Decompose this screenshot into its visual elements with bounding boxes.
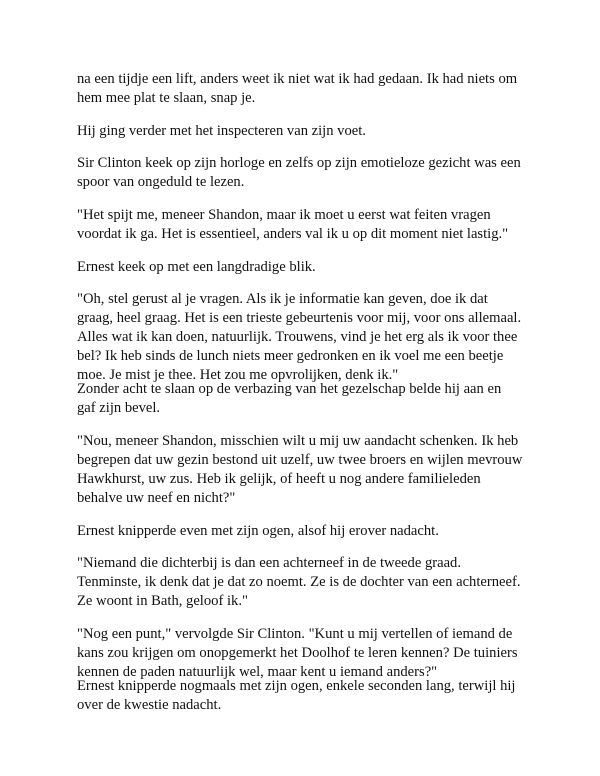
paragraph-8: "Nou, meneer Shandon, misschien wilt u mij uw aandacht schenken. Ik heb begrepen dat uw gezin bestond uit uzelf, uw twee broers en wijlen mevrouw Hawkhurst, uw zus. Heb ik gelijk, of heeft u nog andere familieleden behalve uw neef en nicht?" bbox=[77, 433, 523, 506]
paragraph-12: Ernest knipperde nogmaals met zijn ogen, enkele seconden lang, terwijl hij over de kwestie nadacht. bbox=[77, 678, 516, 713]
paragraph-4: "Het spijt me, meneer Shandon, maar ik moet u eerst wat feiten vragen voordat ik ga. Het is essentieel, anders val ik u op dit moment niet lastig." bbox=[77, 207, 509, 242]
paragraph-5: Ernest keek op met een langdradige blik. bbox=[77, 259, 316, 275]
paragraph-1: na een tijdje een lift, anders weet ik niet wat ik had gedaan. Ik had niets om hem mee plat te slaan, snap je. bbox=[77, 71, 518, 106]
paragraph-10: "Niemand die dichterbij is dan een achterneef in de tweede graad. Tenminste, ik denk dat je dat zo noemt. Ze is de dochter van een achterneef. Ze woont in Bath, geloof ik." bbox=[77, 555, 521, 609]
paragraph-9: Ernest knipperde even met zijn ogen, alsof hij erover nadacht. bbox=[77, 523, 439, 539]
paragraph-11: "Nog een punt," vervolgde Sir Clinton. "Kunt u mij vertellen of iemand de kans zou krijgen om onopgemerkt het Doolhof te leren kennen? De tuiniers kennen de paden natuurlijk wel, maar kent u iemand anders?" bbox=[77, 626, 518, 680]
paragraph-6: "Oh, stel gerust al je vragen. Als ik je informatie kan geven, doe ik dat graag, heel graag. Het is een trieste gebeurtenis voor mij, voor ons allemaal. Alles wat ik kan doen, natuurlijk. Trouwens, vind je het erg als ik voor thee bel? Ik heb sinds de lunch niets meer gedronken en ik voel me een beetje moe. Je mist je thee. Het zou me opvrolijken, denk ik." bbox=[77, 291, 522, 383]
paragraph-3: Sir Clinton keek op zijn horloge en zelfs op zijn emotieloze gezicht was een spoor van ongeduld te lezen. bbox=[77, 155, 521, 190]
paragraph-2: Hij ging verder met het inspecteren van zijn voet. bbox=[77, 123, 366, 139]
paragraph-7: Zonder acht te slaan op de verbazing van het gezelschap belde hij aan en gaf zijn bevel. bbox=[77, 381, 502, 416]
